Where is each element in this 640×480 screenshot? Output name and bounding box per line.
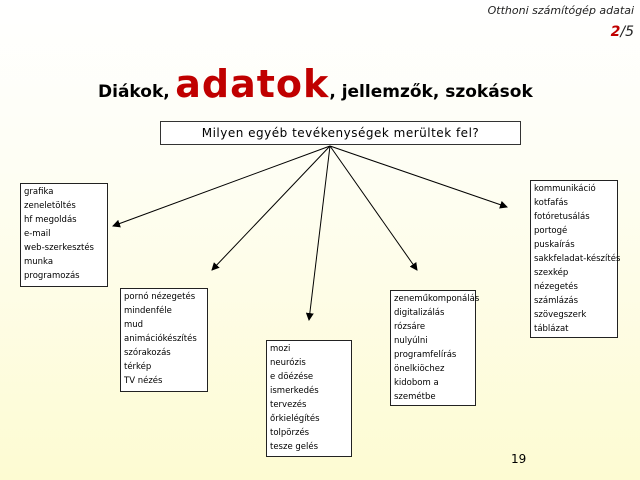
list-item: TV nézés	[124, 376, 163, 386]
list-item: zeneműkomponálás	[394, 294, 480, 304]
list-item: fotóretusálás	[534, 212, 590, 222]
list-item: zeneletöltés	[24, 201, 76, 211]
activity-box-2	[120, 288, 208, 392]
list-item: térkép	[124, 362, 152, 372]
list-item: web-szerkesztés	[24, 243, 94, 253]
list-item: tolpörzés	[270, 428, 310, 438]
activity-box-3	[266, 340, 352, 457]
list-item: digitalizálás	[394, 308, 445, 318]
list-item: szövegszerk	[534, 310, 587, 320]
list-item: puskaírás	[534, 240, 575, 250]
list-item: tervezés	[270, 400, 307, 410]
arrow-to-box-1	[113, 146, 330, 226]
arrow-to-box-4	[330, 146, 417, 270]
list-item: ismerkedés	[270, 386, 319, 396]
activity-box-4	[390, 290, 480, 406]
list-item: mozi	[270, 344, 291, 354]
list-item: e-mail	[24, 229, 51, 239]
list-item: mud	[124, 320, 144, 330]
arrow-to-box-2	[212, 146, 330, 270]
title-highlight: adatok	[175, 62, 330, 106]
list-item: nulyúlni	[394, 336, 428, 346]
list-item: programozás	[24, 271, 80, 281]
list-item: önelkiöchez	[394, 364, 445, 374]
title-part1: Diákok,	[98, 82, 170, 102]
list-item: sakkfeladat-készítés	[534, 254, 621, 264]
question-box: Milyen egyéb tevékenységek merültek fel?	[160, 121, 521, 145]
header-subtitle: Otthoni számítógép adatai	[487, 4, 634, 17]
list-item: kidobom a	[394, 378, 439, 388]
list-item: neurózis	[270, 358, 306, 368]
arrow-to-box-5	[330, 146, 507, 207]
list-item: pornó nézegetés	[124, 292, 196, 302]
list-item: animációkészítés	[124, 334, 197, 344]
list-item: programfelírás	[394, 350, 457, 360]
page-current: 2	[610, 24, 621, 40]
list-item: táblázat	[534, 324, 569, 334]
list-item: munka	[24, 257, 54, 267]
list-item: szemétbe	[394, 392, 436, 402]
list-item: szexkép	[534, 268, 569, 278]
list-item: számlázás	[534, 296, 579, 306]
list-item: szórakozás	[124, 348, 171, 358]
list-item: rózsáre	[394, 322, 426, 332]
list-item: e döézése	[270, 372, 314, 382]
page-total: /5	[620, 24, 634, 40]
arrow-to-box-3	[309, 146, 330, 320]
title-part2: , jellemzők, szokások	[329, 82, 533, 102]
list-item: portogé	[534, 226, 568, 236]
list-item: nézegetés	[534, 282, 578, 292]
list-item: hf megoldás	[24, 215, 77, 225]
list-item: kotfafás	[534, 198, 568, 208]
activity-box-1	[20, 183, 108, 287]
list-item: mindenféle	[124, 306, 172, 316]
list-item: őrkielégítés	[270, 414, 320, 424]
activity-box-5	[530, 180, 621, 338]
list-item: grafika	[24, 187, 54, 197]
slide-number: 19	[511, 452, 527, 466]
list-item: tesze gelés	[270, 442, 319, 452]
list-item: kommunikáció	[534, 184, 596, 194]
